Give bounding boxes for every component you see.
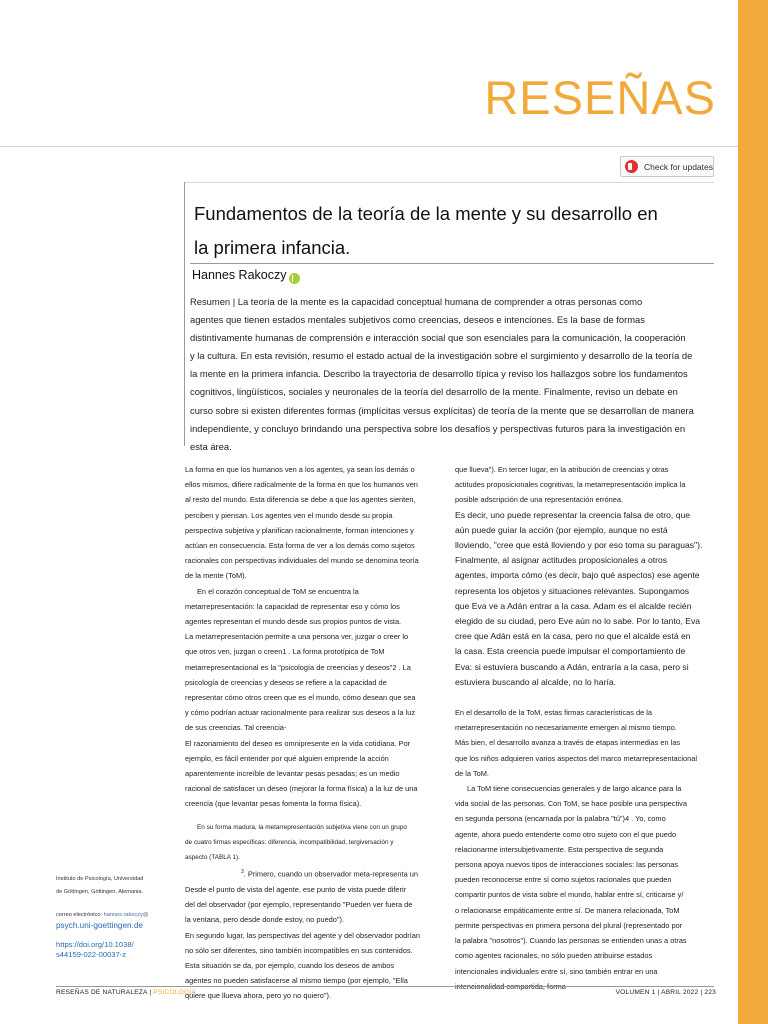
body-line: que llueva"). En tercer lugar, en la atribución de creencias y otras — [455, 465, 669, 474]
doi-line[interactable]: s44159-022-00037-z — [56, 950, 127, 959]
body-line: creencia (que levantar pesas fomenta la forma física). — [185, 799, 362, 809]
body-line: Desde el punto de vista del agente, ese punto de vista puede diferir — [185, 884, 407, 894]
title-frame-left — [184, 182, 185, 446]
body-line: actitudes proposicionales cognitivas, la metarrepresentación implica la — [455, 480, 686, 490]
abstract — [190, 293, 710, 456]
header-divider — [0, 146, 738, 147]
body-line: quiere que llueva ahora, pero yo no quiero"). — [185, 991, 332, 1001]
body-line: la palabra "nosotros"). Cuando las personas se entienden unas a otras — [455, 936, 687, 946]
check-for-updates-label: Check for updates — [644, 161, 713, 172]
affiliation-line: Instituto de Psicología, Universidad — [56, 876, 144, 882]
body-line: actúan en consecuencia. Esta forma de ver a los demás como sujetos — [185, 541, 415, 551]
body-line: Más bien, el desarrollo avanza a través de etapas intermedias en las — [455, 738, 681, 748]
footer-issue: VOLUMEN 1 | ABRIL 2022 | 223 — [615, 989, 716, 996]
body-line: en segunda persona (encarnada por la palabra "tú")4 . Yo, como — [455, 814, 666, 824]
footer-journal — [56, 989, 196, 996]
body-line: elegido de su ciudad, pero Eve aún no lo sabe. Por lo tanto, Eva — [455, 616, 701, 627]
body-line: racionales con perspectivas individuales del mundo se denomina teoría — [185, 556, 419, 566]
abstract-line: la mente en la primera infancia. Describo la trayectoria de desarrollo típica y reviso los hallazgos sobre los fundamentos — [190, 368, 688, 380]
body-line: agente, ahora puedo entenderte como otro sujeto con el que puedo — [455, 829, 677, 839]
body-line: representa los objetos y situaciones relevantes. Supongamos — [455, 585, 690, 596]
title-line: la primera infancia. — [194, 237, 351, 258]
body-line: lloviendo, "cree que está lloviendo y por eso toma su paraguas"). — [455, 540, 703, 551]
affiliation — [56, 873, 166, 898]
author-line — [192, 266, 300, 284]
body-line: perspectiva subjetiva y planifican racionalmente, forman intenciones y — [185, 525, 414, 535]
body-line: cree que Adán está en la casa, pero no que el alcalde está en — [455, 631, 691, 642]
body-line: del del observador (por ejemplo, representando "Pueden ver fuera de — [185, 900, 413, 910]
body-line: ellos mismos, difiere radicalmente de la forma en que los humanos ven — [185, 480, 418, 490]
accent-side-bar — [738, 0, 768, 1024]
body-line: agentes no pueden satisfacerse al mismo tiempo (por ejemplo, "Ella — [185, 976, 408, 986]
body-line — [185, 865, 450, 882]
body-line: psicología de creencias y deseos se refiere a la capacidad de — [185, 677, 387, 687]
body-line: Esta situación se da, por ejemplo, cuando los deseos de ambos — [185, 960, 395, 970]
body-line: de sus creencias. Tal creencia- — [185, 723, 287, 733]
email-label: correo electrónico: — [56, 912, 104, 918]
abstract-line: cognitivos, lingüísticos, sociales y neuronales de la teoría del desarrollo de la mente. Finalmente, reviso un debate en — [190, 386, 678, 398]
body-line: Eva: si estuviera buscando a Adán, entraría a la casa, pero si — [455, 661, 689, 672]
body-line: compartir puntos de vista sobre el mundo, hablar entre sí, criticarse y/ — [455, 890, 684, 900]
body-line: aspecto (TABLA 1). — [185, 854, 240, 862]
footnote-mark: 3 — [241, 869, 244, 876]
body-line: como agentes racionales, no sólo pueden atribuirse estados — [455, 951, 653, 961]
body-line: agentes, importa cómo (es decir, bajo qué aspectos) ese agente — [455, 570, 700, 581]
body-line: representar cómo otros creen que es el mundo, cómo desean que sea — [185, 693, 416, 703]
author-divider — [190, 263, 714, 264]
body-line: de la mente (ToM). — [185, 571, 247, 581]
body-line: de cuatro firmas específicas: diferencia, incompatibilidad, tergiversación y — [185, 838, 394, 846]
body-line: la ventana, pero desde donde estoy, no puedo"). — [185, 915, 345, 925]
doi-line[interactable]: https://doi.org/10.1038/ — [56, 940, 134, 949]
body-column-right — [455, 462, 720, 994]
abstract-line: distintivamente humanas de comprensión e interacción social que son esenciales para la comunicación, la cooperación — [190, 332, 686, 344]
abstract-line: esta área. — [190, 440, 232, 452]
body-line: Es decir, uno puede representar la creencia falsa de otro, que — [455, 509, 691, 520]
journal-category: PSICOLOGÍA — [153, 989, 196, 996]
orcid-icon[interactable] — [289, 273, 300, 284]
body-line: agentes representan el mundo desde sus propios puntos de vista. — [185, 617, 402, 627]
title-frame-top — [184, 182, 714, 183]
abstract-line: agentes que tienen estados mentales subjetivos como creencias, deseos e intenciones. Es la base de formas — [190, 314, 645, 326]
body-line: En su forma madura, la metarrepresentación subjetiva viene con un grupo — [197, 823, 407, 831]
body-line: permite perspectivas en primera persona del plural (representado por — [455, 920, 683, 930]
article-title — [194, 197, 694, 265]
body-line: estuviera buscando al alcalde, no lo haría. — [455, 676, 616, 687]
body-line: que otros ven, juzgan o creen1 . La forma prototípica de ToM — [185, 647, 385, 657]
body-line: al resto del mundo. Esta diferencia se debe a que los agentes sienten, — [185, 495, 416, 505]
body-line: racional de satisfacer un deseo (mejorar la forma física) a la luz de una — [185, 784, 418, 794]
body-line: vida social de las personas. Con ToM, se hace posible una perspectiva — [455, 799, 687, 809]
body-line: La forma en que los humanos ven a los agentes, ya sean los demás o — [185, 465, 415, 474]
email-domain-link[interactable]: psych.uni-goettingen.de — [56, 921, 143, 930]
body-line: no sólo ser diferentes, sino también incompatibles en sus contenidos. — [185, 945, 413, 955]
body-line: metarrepresentacional es la "psicología de creencias y deseos"2 . La — [185, 662, 411, 672]
author-name[interactable]: Hannes Rakoczy — [192, 268, 287, 282]
footer-divider — [56, 986, 714, 987]
body-line: La metarrepresentación permite a una persona ver, juzgar o creer lo — [185, 632, 409, 642]
email-prefix[interactable]: hannes.rakoczy@ — [103, 912, 149, 918]
doi-link[interactable] — [56, 940, 156, 960]
body-text: . Primero, cuando un observador meta-representa un — [243, 869, 418, 879]
body-line: relacionarme intersubjetivamente. Esta perspectiva de segunda — [455, 844, 664, 854]
body-line: o relacionarse empáticamente entre sí. De manera relacionada, ToM — [455, 905, 680, 915]
email-line — [56, 912, 148, 918]
body-line: y cómo podrían actuar racionalmente para realizar sus deseos a la luz — [185, 708, 416, 718]
body-line: El razonamiento del deseo es omnipresente en la vida cotidiana. Por — [185, 738, 411, 748]
body-line: persona apoya nuevos tipos de interacciones sociales: las personas — [455, 860, 679, 870]
body-line: La ToM tiene consecuencias generales y de largo alcance para la — [467, 784, 682, 794]
body-line: aparentemente increíble de levantar pesas pesadas; es un medio — [185, 769, 400, 779]
crossmark-icon — [625, 160, 638, 173]
body-line: En el corazón conceptual de ToM se encuentra la — [197, 586, 359, 596]
abstract-line: curso sobre si existen diferentes formas (implícitas versus explícitas) de teoría de la mente que se desarrollan de manera — [190, 404, 694, 416]
section-title: RESEÑAS — [484, 71, 716, 124]
body-column-left — [185, 462, 450, 1004]
body-line: que los niños adquieren varios aspectos del marco metarrepresentacional — [455, 753, 697, 763]
abstract-line: y la cultura. En esta revisión, resumo el estado actual de la investigación sobre el surgimiento y desarrollo de la teoría de — [190, 350, 693, 362]
body-line: la casa. Esta creencia puede impulsar el comportamiento de — [455, 646, 686, 657]
affiliation-line: de Göttingen, Göttingen, Alemania. — [56, 888, 144, 895]
body-line: perciben y piensan. Los agentes ven el mundo desde su propia — [185, 510, 393, 520]
body-line: intencionales individuales entre sí, sino también entrar en una — [455, 966, 658, 976]
body-line: metarrepresentación no necesariamente emergen al mismo tiempo. — [455, 723, 677, 733]
body-line: ejemplo, es fácil entender por qué alguien emprende la acción — [185, 753, 389, 763]
check-for-updates-button[interactable] — [620, 156, 714, 177]
body-line: En el desarrollo de la ToM, estas firmas características de la — [455, 708, 653, 718]
title-line: Fundamentos de la teoría de la mente y su desarrollo en — [194, 203, 658, 224]
body-line: posible adscripción de una representación errónea. — [455, 495, 624, 505]
body-line: metarrepresentación: la capacidad de representar eso y cómo los — [185, 601, 400, 611]
journal-name: RESEÑAS DE NATURALEZA | — [56, 989, 154, 996]
body-line: pueden reconocerse entre sí como sujetos racionales que pueden — [455, 875, 672, 885]
abstract-line: independiente, y concluyo brindando una perspectiva sobre los desafíos y perspectivas futuros para la investigación en — [190, 422, 686, 434]
body-line: que Eva ve a Adán entrar a la casa. Adam es el alcalde recién — [455, 600, 692, 611]
body-line: aún puede guiar la acción (por ejemplo, aunque no está — [455, 524, 668, 535]
body-line: de la ToM. — [455, 768, 489, 778]
abstract-line: Resumen | La teoría de la mente es la capacidad conceptual humana de comprender a otras personas como — [190, 296, 643, 307]
body-line: En segundo lugar, las perspectivas del agente y del observador podrían — [185, 930, 421, 940]
body-line: Finalmente, al asignar actitudes proposicionales a otros — [455, 555, 668, 566]
